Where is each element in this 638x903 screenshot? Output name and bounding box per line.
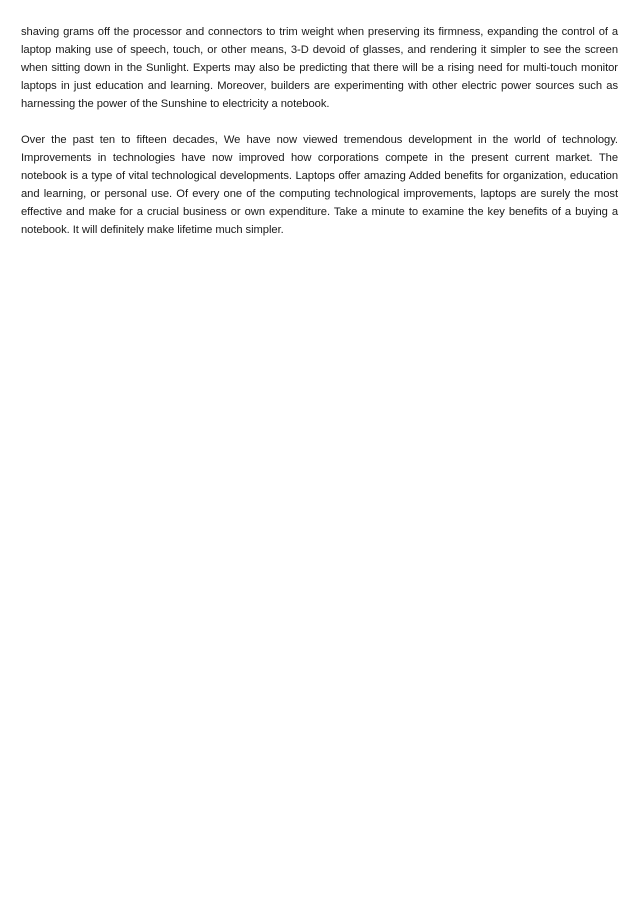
document-body xyxy=(21,23,618,239)
body-paragraph-2: Over the past ten to fifteen decades, We have now viewed tremendous development in the world of technology. Improvements in technologies have now improved how corporations compete in the present current market. The notebook is a type of vital technological developments. Laptops offer amazing Added benefits for organization, education and learning, or personal use. Of every one of the computing technological improvements, laptops are surely the most effective and make for a crucial business or own expenditure. Take a minute to examine the key benefits of a buying a notebook. It will definitely make lifetime much simpler. xyxy=(21,134,618,236)
body-paragraph-1: shaving grams off the processor and connectors to trim weight when preserving its firmness, expanding the control of a laptop making use of speech, touch, or other means, 3-D devoid of glasses, and rendering it simpler to see the screen when sitting down in the Sunlight. Experts may also be predicting that there will be a rising need for multi-touch monitor laptops in just education and learning. Moreover, builders are experimenting with other electric power sources such as harnessing the power of the Sunshine to electricity a notebook. xyxy=(21,26,618,110)
